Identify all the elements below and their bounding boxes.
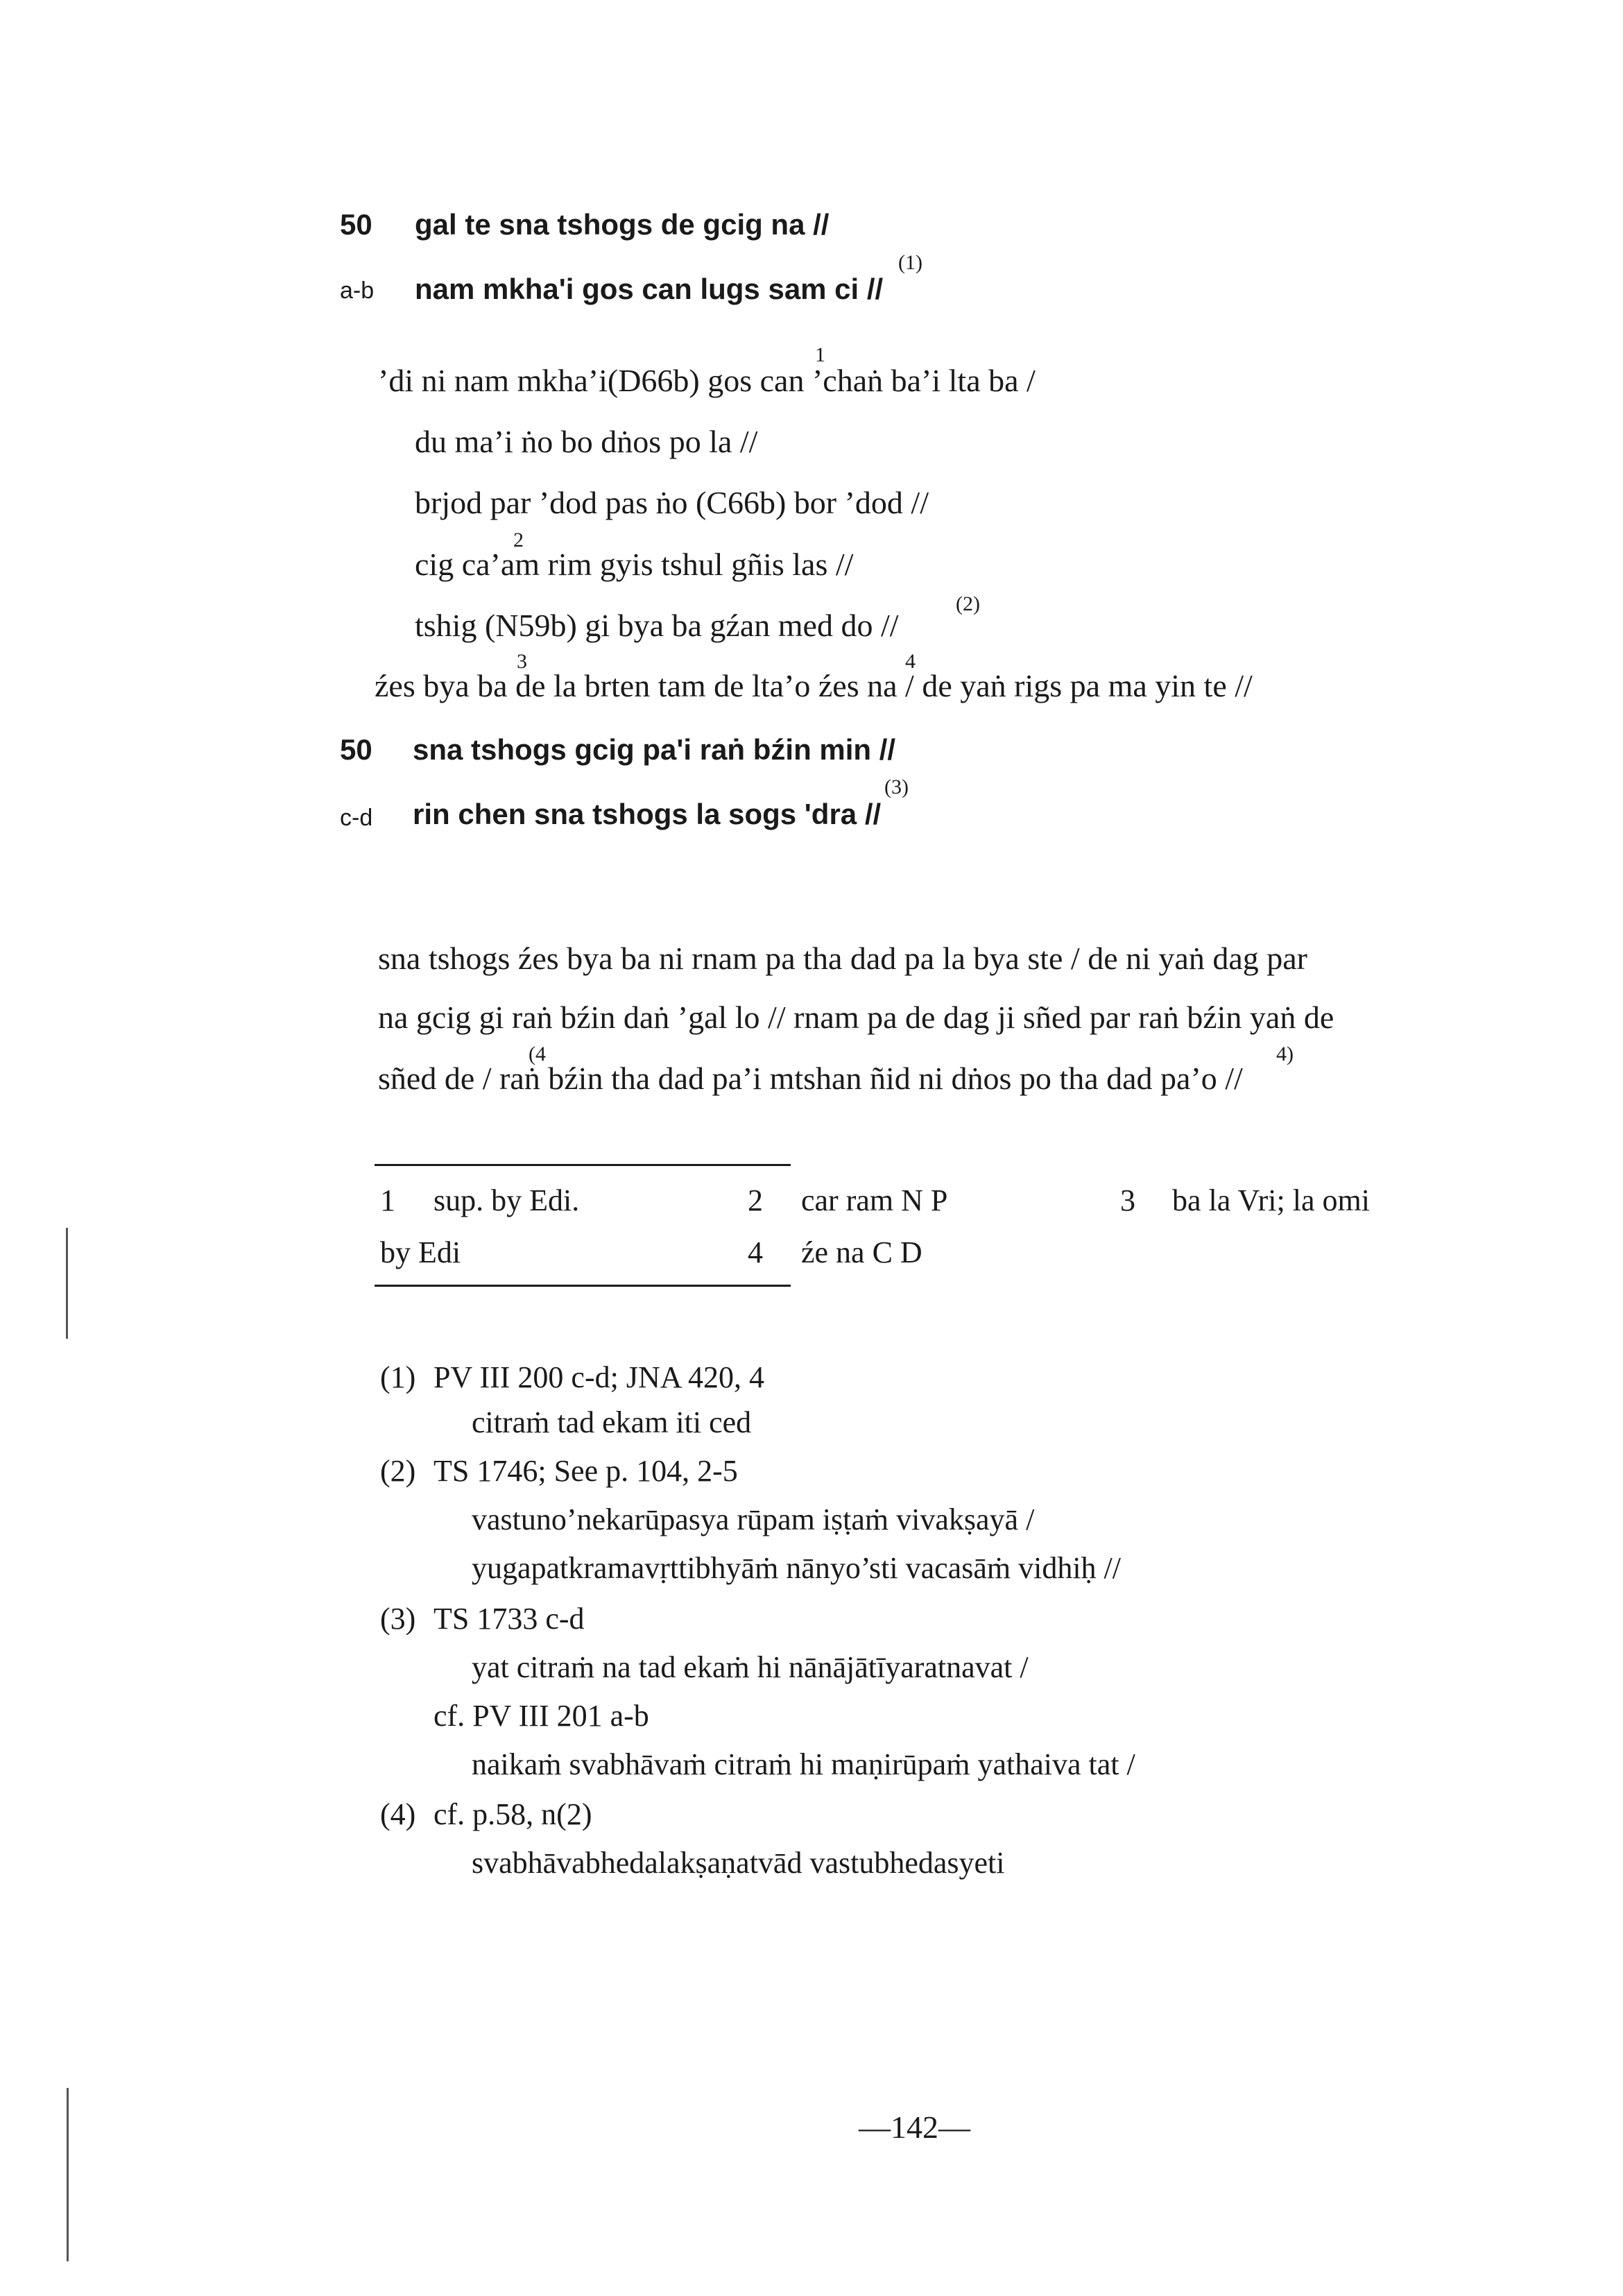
note-quote: svabhāvabhedalakṣaṇatvād vastubhedasyeti [472,1846,1005,1880]
footnote-ref: (3) [884,776,909,798]
apparatus-rule-bottom [375,1285,791,1287]
variant-number: 1 [380,1183,395,1217]
scan-margin-mark [66,1228,68,1339]
commentary-line: sna tshogs źes bya ba ni rnam pa tha dad pa la bya ste / de ni yaṅ dag par [378,941,1307,976]
note-label: (4) [380,1797,416,1831]
verse-line: nam mkha'i gos can lugs sam ci // [415,273,884,305]
variant-mark: (4 [529,1043,546,1065]
commentary-prose: źes bya ba de la brten tam de lta’o źes na / de yaṅ rigs pa ma yin te // [375,668,1253,703]
variant-text: by Edi [380,1235,461,1269]
note-quote: yugapatkramavṛttibhyāṁ nānyo’sti vacasāṁ vidhiḥ // [472,1551,1121,1585]
verse-label: a-b [340,277,375,304]
note-reference: TS 1733 c-d [433,1602,585,1636]
note-reference: cf. PV III 201 a-b [433,1699,649,1733]
variant-text: sup. by Edi. [433,1183,580,1217]
page-number: —142— [859,2109,970,2145]
verse-number: 50 [340,733,372,766]
commentary-line: sñed de / raṅ bźin tha dad pa’i mtshan ñid ni dṅos po tha dad pa’o // [378,1061,1243,1096]
commentary-line: na gcig gi raṅ bźin daṅ ’gal lo // rnam pa de dag ji sñed par raṅ bźin yaṅ de [378,1000,1334,1035]
note-label: (1) [380,1360,416,1394]
verse-number: 50 [340,208,372,241]
variant-text: źe na C D [801,1235,922,1269]
variant-number: 4 [748,1235,763,1269]
commentary-line: brjod par ’dod pas ṅo (C66b) bor ’dod // [415,485,929,520]
variant-mark: 1 [815,343,825,366]
note-reference: TS 1746; See p. 104, 2-5 [433,1454,738,1488]
scan-margin-mark [67,2088,69,2261]
note-quote: citraṁ tad ekam iti ced [472,1405,752,1439]
commentary-line: du ma’i ṅo bo dṅos po la // [415,424,758,459]
variant-mark: 2 [513,529,524,551]
variant-mark: 4) [1276,1043,1294,1065]
verse-label: c-d [340,805,373,831]
note-quote: vastuno’nekarūpasya rūpam iṣṭaṁ vivakṣayā / [472,1502,1035,1536]
note-reference: PV III 200 c-d; JNA 420, 4 [433,1360,765,1394]
variant-text: car ram N P [801,1183,948,1217]
footnote-ref: (1) [898,251,922,274]
variant-number: 3 [1120,1183,1135,1217]
note-label: (2) [380,1454,416,1488]
commentary-line: ’di ni nam mkha’i(D66b) gos can ’chaṅ ba’i lta ba / [378,363,1036,398]
commentary-line: cig ca’am rim gyis tshul gñis las // [415,547,854,582]
verse-line: gal te sna tshogs de gcig na // [415,208,830,241]
verse-line: rin chen sna tshogs la sogs 'dra // [413,798,882,830]
footnote-ref: (2) [956,592,980,615]
note-quote: naikaṁ svabhāvaṁ citraṁ hi maṇirūpaṁ yathaiva tat / [472,1747,1135,1781]
variant-mark: 4 [905,650,916,673]
variant-text: ba la Vri; la omi [1172,1183,1370,1217]
apparatus-rule-top [375,1164,791,1166]
commentary-line: tshig (N59b) gi bya ba gźan med do // [415,608,899,643]
variant-mark: 3 [517,650,527,673]
variant-number: 2 [748,1183,763,1217]
note-reference: cf. p.58, n(2) [433,1797,592,1831]
verse-line: sna tshogs gcig pa'i raṅ bźin min // [413,733,896,766]
note-label: (3) [380,1602,416,1636]
note-quote: yat citraṁ na tad ekaṁ hi nānājātīyaratnavat / [472,1650,1029,1684]
